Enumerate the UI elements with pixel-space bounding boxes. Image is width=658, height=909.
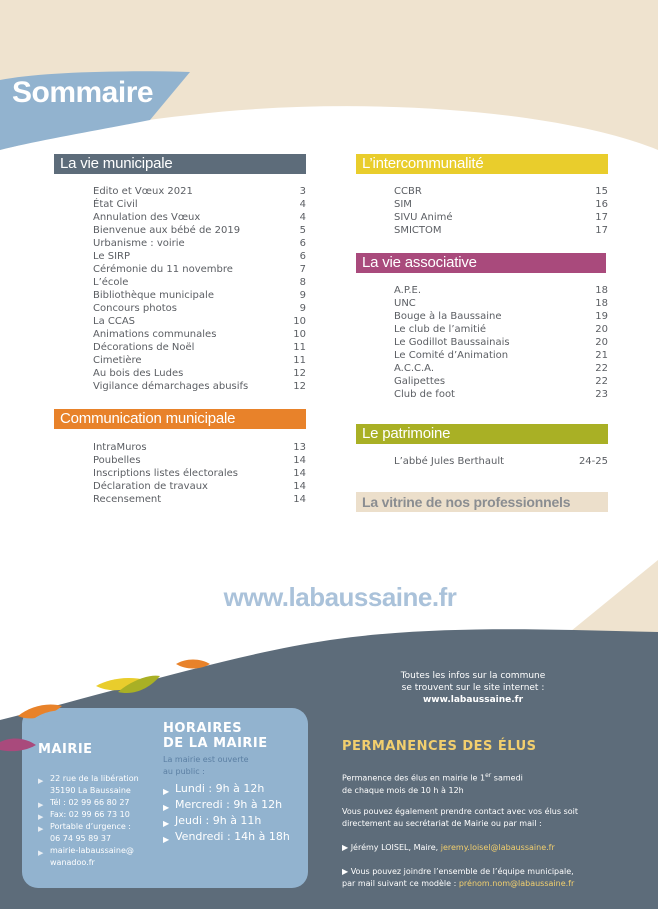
triangle-bullet-icon: ▶ xyxy=(38,801,44,809)
infos-line: se trouvent sur le site internet : xyxy=(401,683,545,693)
toc-item-label: Le Godillot Baussainais xyxy=(394,337,510,348)
address-line: 35190 La Baussaine xyxy=(50,786,131,795)
toc-item-page: 23 xyxy=(595,389,608,400)
permanences-title: PERMANENCES DES ÉLUS xyxy=(342,739,537,754)
toc-item xyxy=(394,198,608,211)
toc-item-label: Bouge à la Baussaine xyxy=(394,311,502,322)
toc-list xyxy=(394,284,608,401)
toc-item-page: 18 xyxy=(595,298,608,309)
toc-item-page: 9 xyxy=(299,303,306,314)
toc-item xyxy=(93,237,306,250)
toc-item-page: 16 xyxy=(595,199,608,210)
toc-item xyxy=(93,211,306,224)
toc-item xyxy=(93,367,306,380)
section-heading: La vie associative xyxy=(356,253,606,273)
equipe-contact: ▶ Vous pouvez joindre l’ensemble de l’équipe municipale, par mail suivant ce modèle : prénom.nom@labaussaine.fr xyxy=(342,867,575,888)
toc-item-page: 24-25 xyxy=(578,456,608,467)
horaires-title: HORAIRES DE LA MAIRIE xyxy=(163,721,268,751)
horaires-list xyxy=(163,781,290,845)
toc-item-page: 15 xyxy=(595,186,608,197)
toc-item-label: Club de foot xyxy=(394,389,455,400)
section-municipale xyxy=(54,154,306,393)
website-link[interactable]: www.labaussaine.fr xyxy=(223,582,457,612)
toc-item-label: Décorations de Noël xyxy=(93,342,195,353)
toc-item xyxy=(394,349,608,362)
toc-item xyxy=(394,185,608,198)
toc-item-label: Au bois des Ludes xyxy=(93,368,184,379)
toc-item xyxy=(93,263,306,276)
toc-item xyxy=(93,480,306,493)
toc-item-page: 11 xyxy=(293,355,306,366)
toc-item-label: A.P.E. xyxy=(394,285,421,296)
triangle-bullet-icon: ▶ xyxy=(163,803,170,812)
toc-item xyxy=(394,323,608,336)
tel-line: ▶ Tél : 02 99 66 80 27 xyxy=(38,798,130,809)
email-line[interactable]: wanadoo.fr xyxy=(50,858,95,867)
toc-item-label: Concours photos xyxy=(93,303,177,314)
toc-item xyxy=(93,380,306,393)
toc-item-label: Bienvenue aux bébé de 2019 xyxy=(93,225,241,236)
toc-item-label: SIM xyxy=(394,199,412,210)
toc-item xyxy=(93,198,306,211)
section-communication xyxy=(54,409,306,506)
section-associative xyxy=(356,253,608,401)
maire-contact: ▶ Jérémy LOISEL, Maire, jeremy.loisel@labaussaine.fr xyxy=(342,843,555,852)
toc-item-page: 13 xyxy=(293,442,306,453)
toc-item-label: Urbanisme : voirie xyxy=(93,238,185,249)
toc-item xyxy=(394,455,608,468)
section-vitrine xyxy=(356,492,608,512)
toc-item-label: Edito et Vœux 2021 xyxy=(93,186,193,197)
toc-item-label: UNC xyxy=(394,298,416,309)
horaire-slot: ▶ Mercredi : 9h à 12h xyxy=(163,797,290,813)
toc-item-page: 6 xyxy=(299,251,306,262)
infos-block xyxy=(360,670,586,706)
page-title: Sommaire xyxy=(12,76,154,109)
toc-item-page: 20 xyxy=(595,337,608,348)
toc-item-page: 7 xyxy=(299,264,306,275)
toc-item xyxy=(93,441,306,454)
section-heading: Le patrimoine xyxy=(356,424,608,444)
toc-item xyxy=(93,493,306,506)
section-intercommunalite xyxy=(356,154,608,237)
toc-item-label: L’école xyxy=(93,277,129,288)
toc-item-page: 14 xyxy=(293,455,306,466)
triangle-bullet-icon: ▶ xyxy=(163,835,170,844)
toc-item xyxy=(394,362,608,375)
toc-item-label: Inscriptions listes électorales xyxy=(93,468,239,479)
toc-item xyxy=(93,467,306,480)
toc-item-page: 21 xyxy=(595,350,608,361)
toc-item xyxy=(394,211,608,224)
toc-item-page: 4 xyxy=(299,212,306,223)
toc-item-page: 18 xyxy=(595,285,608,296)
toc-item-page: 10 xyxy=(293,329,306,340)
toc-item-page: 12 xyxy=(293,381,306,392)
toc-item-label: Poubelles xyxy=(93,455,141,466)
section-heading: L’intercommunalité xyxy=(356,154,608,174)
toc-item-label: La CCAS xyxy=(93,316,136,327)
toc-item-label: Le club de l’amitié xyxy=(394,324,487,335)
toc-item-label: L’abbé Jules Berthault xyxy=(394,456,505,467)
toc-item-page: 11 xyxy=(293,342,306,353)
toc-item xyxy=(394,310,608,323)
toc-item-page: 5 xyxy=(299,225,306,236)
contact-para: Vous pouvez également prendre contact avec vos élus soit directement au secrétariat de Mairie ou par mail : xyxy=(342,807,578,828)
urgence-number: 06 74 95 89 37 xyxy=(50,834,112,843)
toc-item xyxy=(93,328,306,341)
section-patrimoine xyxy=(356,424,608,468)
toc-item xyxy=(394,336,608,349)
toc-item-page: 19 xyxy=(595,311,608,322)
toc-item xyxy=(93,224,306,237)
toc-list xyxy=(394,455,608,468)
toc-list xyxy=(394,185,608,237)
toc-item-page: 20 xyxy=(595,324,608,335)
horaire-slot: ▶ Lundi : 9h à 12h xyxy=(163,781,290,797)
toc-item xyxy=(394,375,608,388)
email-model: prénom.nom@labaussaine.fr xyxy=(458,879,575,888)
triangle-bullet-icon: ▶ xyxy=(38,849,44,857)
toc-item-label: Animations communales xyxy=(93,329,217,340)
toc-item xyxy=(93,185,306,198)
toc-item-label: État Civil xyxy=(93,199,138,210)
toc-item-label: Annulation des Vœux xyxy=(93,212,201,223)
maire-email-link[interactable]: jeremy.loisel@labaussaine.fr xyxy=(440,843,555,852)
toc-item-page: 10 xyxy=(293,316,306,327)
triangle-bullet-icon: ▶ xyxy=(163,787,170,796)
triangle-bullet-icon: ▶ xyxy=(38,825,44,833)
section-heading: La vie municipale xyxy=(54,154,306,174)
toc-item xyxy=(93,341,306,354)
toc-item-page: 3 xyxy=(299,186,306,197)
toc-list xyxy=(93,185,306,393)
toc-item xyxy=(93,302,306,315)
toc-item xyxy=(394,284,608,297)
toc-item xyxy=(394,224,608,237)
toc-item xyxy=(93,454,306,467)
toc-item-label: SMICTOM xyxy=(394,225,442,236)
toc-list xyxy=(93,441,306,506)
toc-item-page: 6 xyxy=(299,238,306,249)
toc-item-label: Vigilance démarchages abusifs xyxy=(93,381,249,392)
toc-item xyxy=(394,388,608,401)
toc-item-label: IntraMuros xyxy=(93,442,147,453)
toc-item-label: Galipettes xyxy=(394,376,446,387)
permanence-para: Permanence des élus en mairie le 1er samedi de chaque mois de 10 h à 12h xyxy=(342,772,523,795)
fax-line: ▶ Fax: 02 99 66 73 10 xyxy=(38,810,130,821)
toc-item-label: Déclaration de travaux xyxy=(93,481,208,492)
mairie-contact-list xyxy=(38,773,139,869)
toc-item xyxy=(394,297,608,310)
urgence-line: ▶ Portable d’urgence : xyxy=(38,822,131,833)
toc-item-page: 22 xyxy=(595,376,608,387)
toc-item-label: Bibliothèque municipale xyxy=(93,290,214,301)
email-line[interactable]: ▶ mairie-labaussaine@ xyxy=(38,846,134,857)
horaire-slot: ▶ Vendredi : 14h à 18h xyxy=(163,829,290,845)
toc-item xyxy=(93,289,306,302)
infos-line: Toutes les infos sur la commune xyxy=(400,671,546,681)
toc-item-page: 14 xyxy=(293,494,306,505)
toc-item-label: Recensement xyxy=(93,494,162,505)
section-heading: La vitrine de nos professionnels xyxy=(356,492,608,512)
toc-item-label: Le Comité d’Animation xyxy=(394,350,509,361)
toc-item-page: 14 xyxy=(293,481,306,492)
toc-item-page: 4 xyxy=(299,199,306,210)
toc-item-page: 8 xyxy=(299,277,306,288)
toc-item-page: 14 xyxy=(293,468,306,479)
horaires-note: La mairie est ouverte au public : xyxy=(163,755,249,776)
toc-item-label: A.C.C.A. xyxy=(394,363,435,374)
toc-item xyxy=(93,354,306,367)
toc-item-label: Le SIRP xyxy=(93,251,131,262)
toc-item-page: 12 xyxy=(293,368,306,379)
address-line: ▶ 22 rue de la libération xyxy=(38,774,139,785)
section-heading: Communication municipale xyxy=(54,409,306,429)
triangle-bullet-icon: ▶ xyxy=(38,813,44,821)
infos-url[interactable]: www.labaussaine.fr xyxy=(422,695,524,705)
triangle-bullet-icon: ▶ xyxy=(163,819,170,828)
toc-item xyxy=(93,250,306,263)
toc-item-page: 9 xyxy=(299,290,306,301)
toc-item-page: 17 xyxy=(595,225,608,236)
horaire-slot: ▶ Jeudi : 9h à 11h xyxy=(163,813,290,829)
toc-item-page: 17 xyxy=(595,212,608,223)
toc-item-label: CCBR xyxy=(394,186,422,197)
toc-item-label: SIVU Animé xyxy=(394,212,453,223)
toc-item-label: Cimetière xyxy=(93,355,142,366)
mairie-title: MAIRIE xyxy=(38,742,93,757)
toc-item-label: Cérémonie du 11 novembre xyxy=(93,264,233,275)
toc-item xyxy=(93,276,306,289)
toc-item xyxy=(93,315,306,328)
toc-item-page: 22 xyxy=(595,363,608,374)
triangle-bullet-icon: ▶ xyxy=(38,777,44,785)
